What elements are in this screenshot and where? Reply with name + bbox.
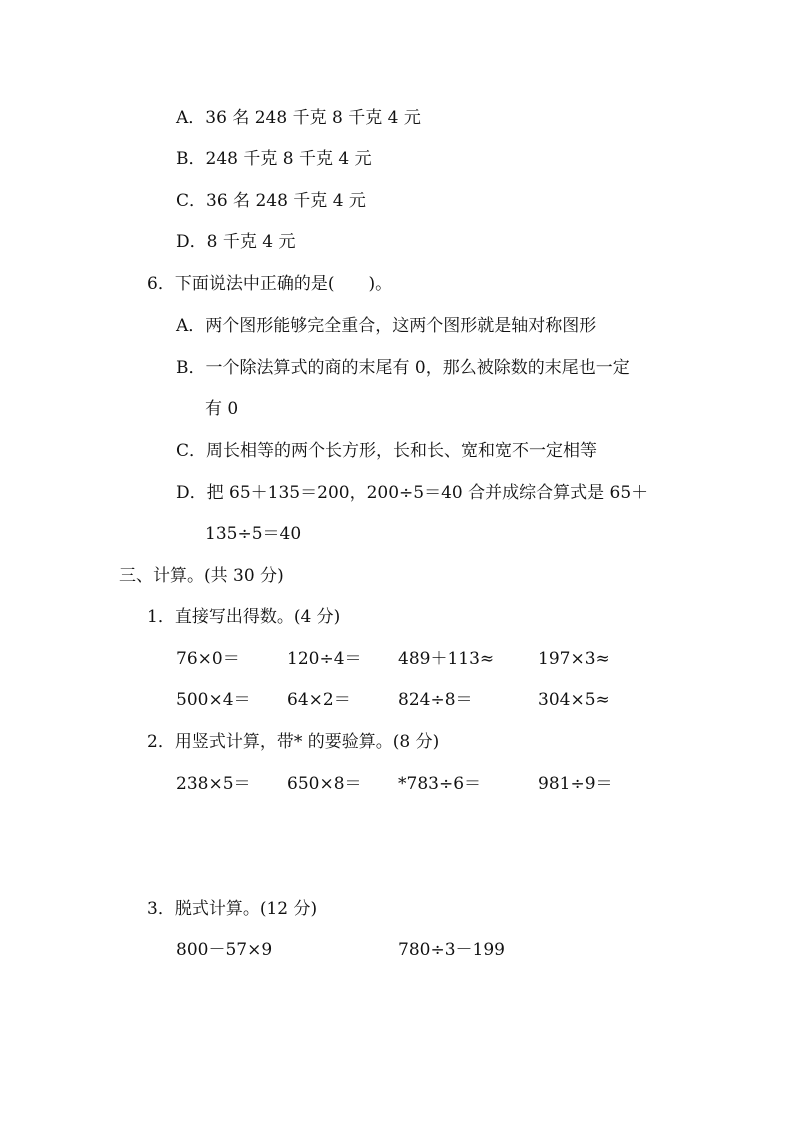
q5-option-b-text: 248 千克 8 千克 4 元: [205, 149, 372, 169]
p1-expr-4: 197×3≈: [538, 649, 610, 669]
part-2-title: 2．用竖式计算，带* 的要验算。(8 分): [147, 732, 440, 752]
q6-option-b: [176, 357, 630, 379]
p1-expr-8: 304×5≈: [538, 690, 610, 710]
q5-option-d: [176, 231, 295, 253]
part-3-title: 3．脱式计算。(12 分): [147, 899, 318, 919]
q5-option-d-text: 8 千克 4 元: [206, 232, 296, 252]
section-3-title: 三、计算。(共 30 分): [119, 566, 284, 586]
q6-option-b-cont: 有 0: [205, 399, 239, 419]
part-1-title: 1．直接写出得数。(4 分): [147, 607, 341, 627]
q5-option-c-text: 36 名 248 千克 4 元: [206, 191, 366, 211]
p2-expr-4: 981÷9＝: [538, 774, 613, 794]
q6-option-d-letter: D．: [176, 483, 207, 503]
p1-expr-7: 824÷8＝: [398, 690, 473, 710]
q6-option-b-text: 一个除法算式的商的末尾有 0，那么被除数的末尾也一定: [205, 358, 630, 378]
q6-option-a-letter: A．: [176, 316, 206, 336]
q5-option-c: [176, 190, 366, 212]
p2-expr-3: *783÷6＝: [398, 774, 482, 794]
q5-option-b-letter: B．: [176, 149, 206, 169]
p1-expr-2: 120÷4＝: [287, 649, 362, 669]
p1-expr-6: 64×2＝: [287, 690, 351, 710]
q5-option-c-letter: C．: [176, 191, 207, 211]
p2-expr-1: 238×5＝: [176, 774, 251, 794]
q5-option-a: [176, 107, 421, 129]
p1-expr-5: 500×4＝: [176, 690, 251, 710]
p3-expr-2: 780÷3－199: [398, 940, 505, 960]
p3-expr-1: 800－57×9: [176, 940, 273, 960]
q5-option-a-text: 36 名 248 千克 8 千克 4 元: [205, 108, 421, 128]
q6-option-c-text: 周长相等的两个长方形，长和长、宽和宽不一定相等: [206, 441, 598, 461]
q6-option-c-letter: C．: [176, 441, 207, 461]
q6-option-d: [176, 482, 648, 504]
q6-option-a: [176, 315, 596, 337]
q6-option-c: [176, 440, 597, 462]
p1-expr-3: 489＋113≈: [398, 649, 495, 669]
q6-option-a-text: 两个图形能够完全重合，这两个图形就是轴对称图形: [205, 316, 597, 336]
q6-option-d-cont: 135÷5＝40: [205, 524, 302, 544]
q6-option-d-text: 把 65＋135＝200，200÷5＝40 合并成综合算式是 65＋: [206, 483, 649, 503]
p2-expr-2: 650×8＝: [287, 774, 362, 794]
q5-option-a-letter: A．: [176, 108, 206, 128]
q6-stem: 6．下面说法中正确的是( )。: [147, 274, 393, 294]
q5-option-b: [176, 148, 372, 170]
q5-option-d-letter: D．: [176, 232, 207, 252]
p1-expr-1: 76×0＝: [176, 649, 240, 669]
q6-option-b-letter: B．: [176, 358, 206, 378]
